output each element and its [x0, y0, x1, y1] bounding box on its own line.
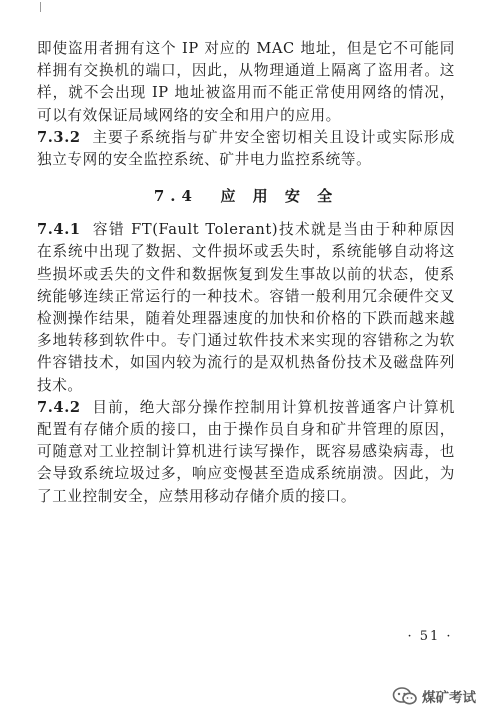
page-number: · 51 · [407, 629, 453, 644]
watermark [392, 685, 476, 707]
clause-7-4-2 [37, 397, 455, 508]
clause-number: 7.4.1 [37, 221, 81, 239]
scan-corner-mark [40, 2, 41, 12]
page-body [37, 38, 455, 508]
clause-text: 主要子系统指与矿井安全密切相关且设计或实际形成独立专网的安全监控系统、矿井电力监控系统等。 [37, 128, 455, 169]
clause-7-3-2 [37, 127, 455, 171]
clause-number: 7.4.2 [37, 398, 81, 416]
clause-text: 容错 FT(Fault Tolerant)技术就是当由于种种原因在系统中出现了数据、文件损坏或丢失时，系统能够自动将这些损坏或丢失的文件和数据恢复到发生事故以前的状态，使系统能够连续正常运行的一种技术。容错一般利用冗余硬件交叉检测操作结果，随着处理器速度的加快和价格的下跌而越来越多地转移到软件中。专门通过软件技术来实现的容错称之为软件容错技术，如国内较为流行的是双机热备份技术及磁盘阵列技术。 [37, 221, 455, 394]
section-title: 应 用 安 全 [220, 187, 339, 206]
clause-text: 目前，绝大部分操作控制用计算机按普通客户计算机配置有存储介质的接口，由于操作员自身和矿井管理的原因，可随意对工业控制计算机进行读写操作，既容易感染病毒，也会导致系统垃圾过多，响应变慢甚至造成系统崩溃。因此，为了工业控制安全，应禁用移动存储介质的接口。 [37, 398, 455, 505]
wechat-icon [392, 686, 418, 706]
clause-number: 7.3.2 [37, 128, 81, 146]
paragraph-continued: 即使盗用者拥有这个 IP 对应的 MAC 地址，但是它不可能同样拥有交换机的端口，因此，从物理通道上隔离了盗用者。这样，就不会出现 IP 地址被盗用而不能正常使用网络的情况，可以有效保证局域网络的安全和用户的应用。 [37, 40, 455, 124]
section-heading [37, 185, 455, 207]
clause-7-4-1 [37, 219, 455, 397]
watermark-text: 煤矿考试 [422, 690, 476, 706]
section-number: 7.4 [153, 187, 198, 206]
